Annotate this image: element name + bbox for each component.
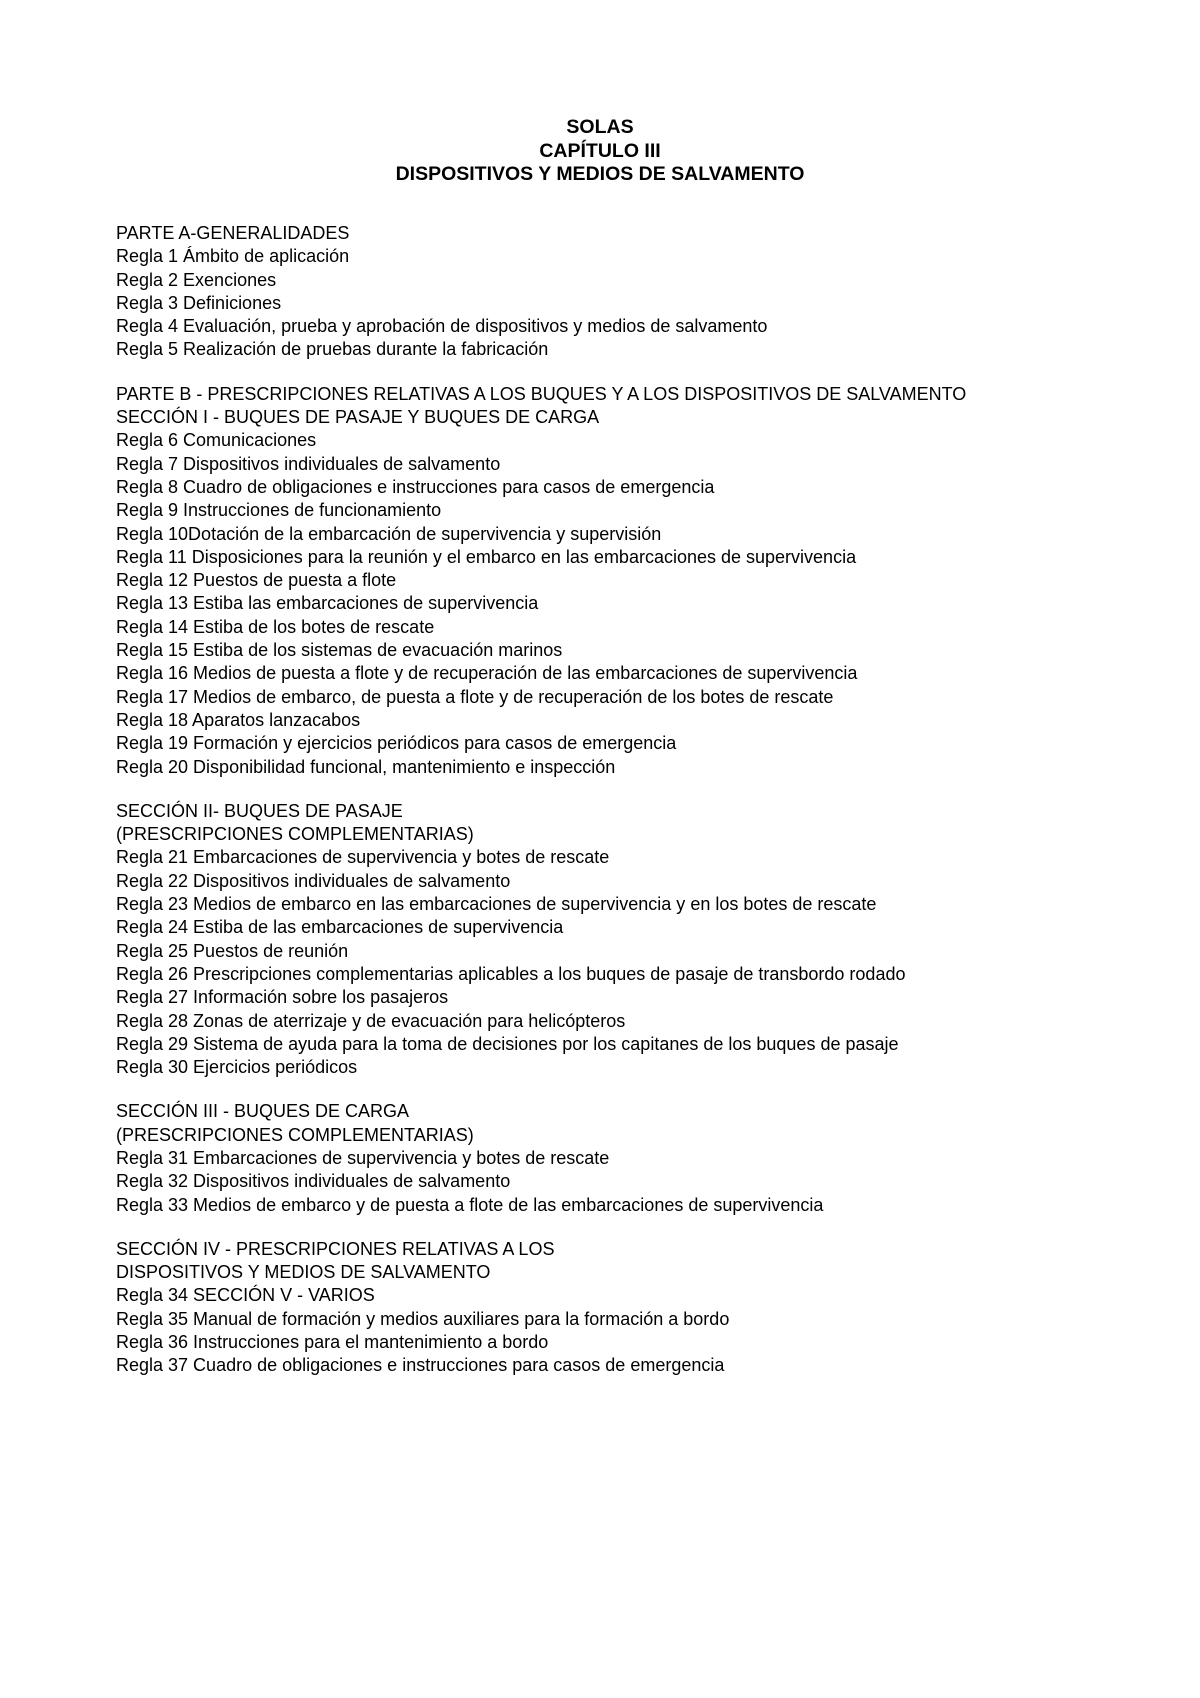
toc-line: Regla 12 Puestos de puesta a flote [116, 570, 397, 591]
toc-line: Regla 17 Medios de embarco, de puesta a flote y de recuperación de los botes de rescate [116, 686, 834, 707]
toc-line: Regla 11 Disposiciones para la reunión y el embarco en las embarcaciones de supervivencia [116, 546, 857, 567]
chapter-title: CAPÍTULO III [539, 139, 661, 162]
toc-line: SECCIÓN II- BUQUES DE PASAJE [116, 800, 403, 821]
toc-line: DISPOSITIVOS Y MEDIOS DE SALVAMENTO [116, 1262, 491, 1283]
toc-line: (PRESCRIPCIONES COMPLEMENTARIAS) [116, 824, 474, 845]
toc-section [116, 1100, 1176, 1216]
toc-line: PARTE A-GENERALIDADES [116, 223, 350, 243]
toc-line: Regla 31 Embarcaciones de supervivencia y botes de rescate [116, 1147, 610, 1168]
toc-line: Regla 28 Zonas de aterrizaje y de evacuación para helicópteros [116, 1010, 626, 1031]
toc-line: Regla 30 Ejercicios periódicos [116, 1057, 358, 1078]
toc-line: Regla 14 Estiba de los botes de rescate [116, 616, 435, 637]
toc-line: Regla 29 Sistema de ayuda para la toma de decisiones por los capitanes de los buques de pasaje [116, 1033, 899, 1054]
toc-line: Regla 35 Manual de formación y medios auxiliares para la formación a bordo [116, 1308, 730, 1329]
toc-line: Regla 26 Prescripciones complementarias aplicables a los buques de pasaje de transbordo rodado [116, 963, 906, 984]
toc-line: Regla 19 Formación y ejercicios periódicos para casos de emergencia [116, 733, 677, 754]
toc-line: Regla 20 Disponibilidad funcional, mantenimiento e inspección [116, 756, 616, 777]
toc-line: Regla 4 Evaluación, prueba y aprobación de dispositivos y medios de salvamento [116, 316, 768, 337]
toc-line: Regla 34 SECCIÓN V - VARIOS [116, 1285, 375, 1306]
toc-line: Regla 22 Dispositivos individuales de salvamento [116, 870, 511, 891]
toc-line: PARTE B - PRESCRIPCIONES RELATIVAS A LOS BUQUES Y A LOS DISPOSITIVOS DE SALVAMENTO [116, 383, 967, 404]
toc-line: Regla 24 Estiba de las embarcaciones de supervivencia [116, 917, 564, 938]
toc-line: Regla 16 Medios de puesta a flote y de recuperación de las embarcaciones de supervivencia [116, 663, 858, 684]
toc-line: Regla 21 Embarcaciones de supervivencia y botes de rescate [116, 847, 610, 868]
toc-line: SECCIÓN I - BUQUES DE PASAJE Y BUQUES DE CARGA [116, 407, 600, 428]
toc-line: Regla 23 Medios de embarco en las embarcaciones de supervivencia y en los botes de rescate [116, 894, 877, 915]
toc-line: Regla 5 Realización de pruebas durante la fabricación [116, 339, 549, 360]
toc-line: Regla 2 Exenciones [116, 269, 277, 290]
toc-line: SECCIÓN III - BUQUES DE CARGA [116, 1101, 410, 1122]
toc-line: Regla 25 Puestos de reunión [116, 940, 349, 961]
toc-line: Regla 27 Información sobre los pasajeros [116, 987, 449, 1008]
toc-line: Regla 13 Estiba las embarcaciones de supervivencia [116, 593, 539, 614]
toc-section [116, 222, 1176, 362]
table-of-contents [116, 222, 1176, 1378]
toc-line: Regla 9 Instrucciones de funcionamiento [116, 500, 442, 521]
toc-section [116, 383, 1176, 779]
toc-line: Regla 1 Ámbito de aplicación [116, 246, 350, 267]
document-header [0, 116, 1200, 187]
toc-line: Regla 36 Instrucciones para el mantenimiento a bordo [116, 1332, 549, 1353]
toc-line: SECCIÓN IV - PRESCRIPCIONES RELATIVAS A LOS [116, 1238, 555, 1259]
toc-line: Regla 37 Cuadro de obligaciones e instrucciones para casos de emergencia [116, 1355, 725, 1376]
toc-line: Regla 3 Definiciones [116, 292, 282, 313]
toc-line: Regla 33 Medios de embarco y de puesta a flote de las embarcaciones de supervivencia [116, 1194, 824, 1215]
toc-line: (PRESCRIPCIONES COMPLEMENTARIAS) [116, 1124, 474, 1145]
toc-line: Regla 7 Dispositivos individuales de salvamento [116, 453, 501, 474]
document-title: SOLAS [566, 116, 634, 138]
toc-line: Regla 15 Estiba de los sistemas de evacuación marinos [116, 640, 563, 661]
toc-line: Regla 18 Aparatos lanzacabos [116, 709, 361, 730]
toc-line: Regla 32 Dispositivos individuales de salvamento [116, 1171, 511, 1192]
toc-line: Regla 6 Comunicaciones [116, 430, 317, 451]
toc-section [116, 1238, 1176, 1378]
toc-line: Regla 10Dotación de la embarcación de supervivencia y supervisión [116, 523, 662, 544]
toc-section [116, 800, 1176, 1080]
chapter-subtitle: DISPOSITIVOS Y MEDIOS DE SALVAMENTO [395, 163, 805, 185]
toc-line: Regla 8 Cuadro de obligaciones e instrucciones para casos de emergencia [116, 476, 715, 497]
